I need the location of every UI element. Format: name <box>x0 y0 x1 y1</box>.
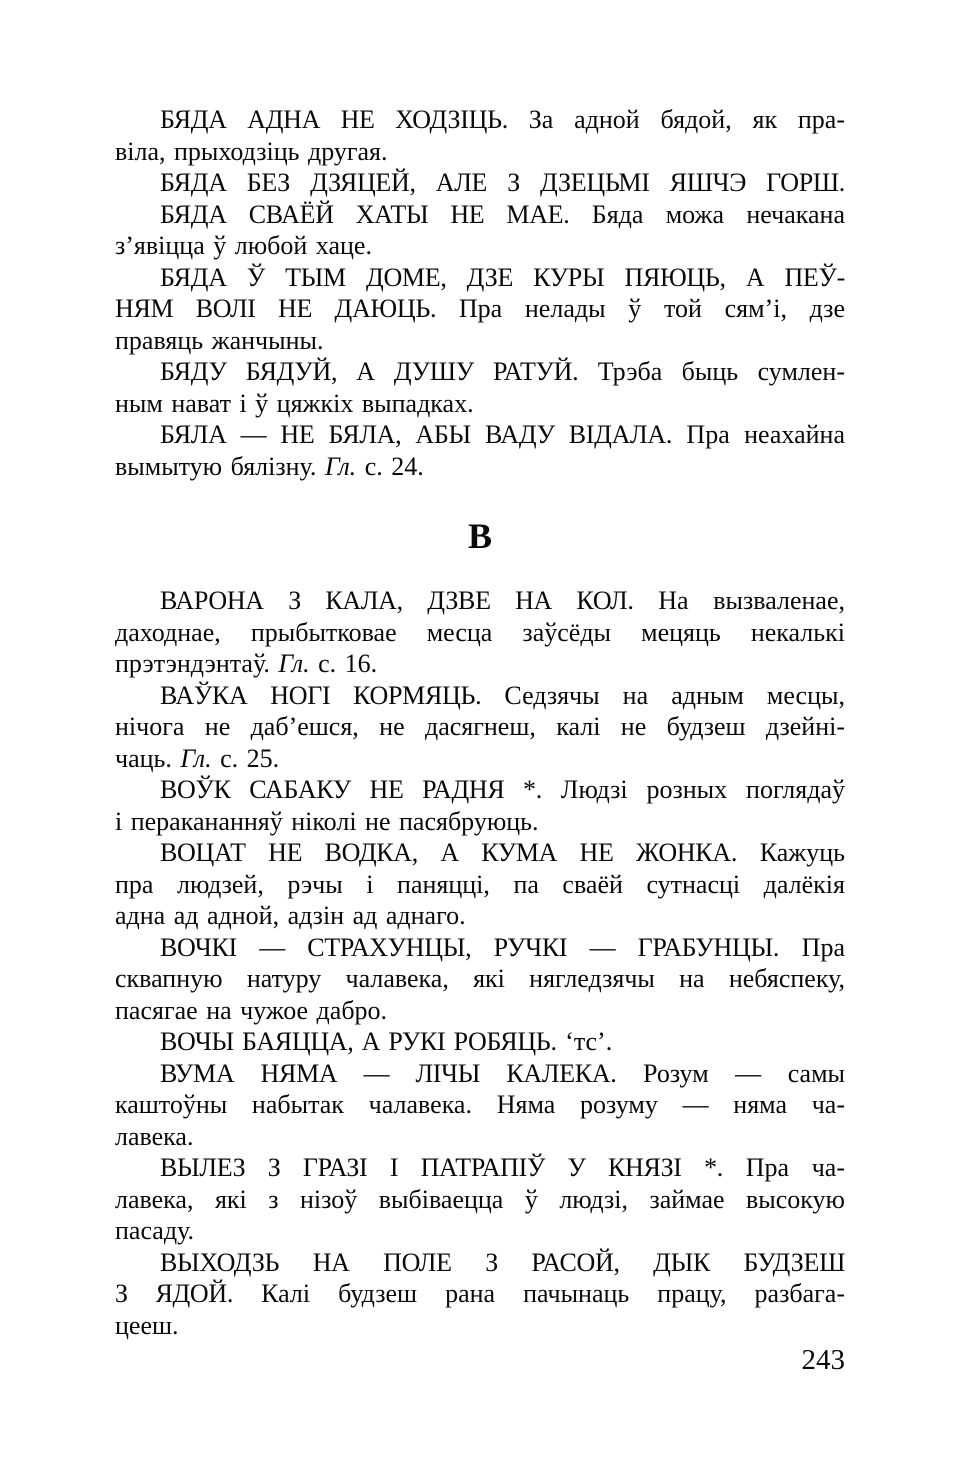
definition-text: Розум — самы <box>616 1058 846 1088</box>
text-line <box>115 1089 845 1121</box>
text-line <box>115 1184 845 1216</box>
text-line <box>115 1058 845 1090</box>
text-line <box>115 230 845 262</box>
definition-text: Пра неахайна <box>672 420 845 449</box>
definition-text: лавека. <box>115 1121 194 1151</box>
definition-text: лавека, які з нізоў выбіваецца ў людзі, займае высокую <box>115 1184 845 1214</box>
text-line <box>115 1247 845 1279</box>
definition-text: з’явіцца ў любой хаце. <box>115 231 372 260</box>
definition-text: За адной бядой, як пра- <box>507 105 845 134</box>
reference-abbrev: Гл. <box>278 649 310 678</box>
definition-text: ным нават і ў цяжкіх выпадках. <box>115 388 474 418</box>
proverb-headword: БЯДА АДНА НЕ ХОДЗІЦЬ. <box>160 105 508 134</box>
proverb-headword: НЯМ ВОЛІ НЕ ДАЮЦЬ. <box>115 294 437 323</box>
text-line <box>115 806 845 838</box>
proverb-headword: ВОЧЫ БАЯЦЦА, А РУКІ РОБЯЦЬ. <box>160 1027 557 1056</box>
text-line <box>115 1215 845 1247</box>
proverb-headword: ВОЧКІ — СТРАХУНЦЫ, РУЧКІ — ГРАБУНЦЫ. <box>160 932 780 962</box>
text-line <box>115 104 845 136</box>
reference-abbrev: Гл. <box>180 743 212 773</box>
text-line <box>115 869 845 901</box>
proverb-headword: БЯДА СВАЁЙ ХАТЫ НЕ МАЕ. <box>160 199 570 229</box>
definition-text: с. 24. <box>356 451 424 481</box>
definition-text: с. 16. <box>309 649 378 678</box>
text-line <box>115 1278 845 1310</box>
definition-text: пасягае на чужое дабро. <box>115 995 388 1025</box>
proverb-headword: З ЯДОЙ. <box>115 1279 234 1308</box>
proverb-headword: БЯДА Ў ТЫМ ДОМЕ, ДЗЕ КУРЫ ПЯЮЦЬ, А ПЕЎ- <box>160 262 845 292</box>
definition-text: сквапную натуру чалавека, які нягледзячы на небяспеку, <box>115 964 845 993</box>
text-line <box>115 419 845 451</box>
text-line <box>115 199 845 231</box>
page-text-block <box>115 104 845 1341</box>
definition-text: ‘тс’. <box>556 1027 613 1056</box>
proverb-headword: БЯДУ БЯДУЙ, А ДУШУ РАТУЙ. <box>160 357 579 386</box>
definition-text: Пра нелады ў той сям’і, дзе <box>436 294 845 323</box>
text-line <box>115 617 845 649</box>
section-letter-b-entries <box>115 104 845 482</box>
definition-text: Калі будзеш рана пачынаць працу, разбага- <box>233 1279 845 1308</box>
text-line <box>115 995 845 1027</box>
reference-abbrev: Гл. <box>324 451 357 481</box>
text-line <box>115 774 845 806</box>
text-line <box>115 167 845 199</box>
page-number: 243 <box>801 1344 845 1376</box>
text-line <box>115 837 845 869</box>
definition-text: і перакананняў ніколі не пасябруюць. <box>115 806 539 836</box>
definition-text: Пра ча- <box>722 1153 845 1182</box>
text-line <box>115 900 845 932</box>
text-line <box>115 1152 845 1184</box>
proverb-headword: ВОЦАТ НЕ ВОДКА, А КУМА НЕ ЖОНКА. <box>160 838 738 867</box>
section-letter-v-entries <box>115 585 845 1341</box>
definition-text: пасаду. <box>115 1216 194 1245</box>
definition-text: каштоўны набытак чалавека. Няма розуму — няма ча- <box>115 1090 845 1119</box>
definition-text: На вызваленае, <box>633 586 845 615</box>
text-line <box>115 356 845 388</box>
text-line <box>115 136 845 168</box>
definition-text: цееш. <box>115 1310 179 1340</box>
proverb-headword: ВОЎК САБАКУ НЕ РАДНЯ *. <box>160 775 542 804</box>
definition-text: віла, прыходзіць другая. <box>115 136 388 166</box>
text-line <box>115 1026 845 1058</box>
definition-text: Бяда можа нечакана <box>569 199 845 229</box>
text-line <box>115 388 845 420</box>
definition-text: Трэба быць сумлен- <box>578 357 845 386</box>
proverb-headword: ВАЎКА НОГІ КОРМЯЦЬ. <box>160 680 482 710</box>
proverb-headword: БЯЛА — НЕ БЯЛА, АБЫ ВАДУ ВІДАЛА. <box>160 420 673 449</box>
definition-text: даходнае, прыбытковае месца заўсёды мецяць некалькі <box>115 617 845 647</box>
text-line <box>115 585 845 617</box>
proverb-headword: ВАРОНА З КАЛА, ДЗВЕ НА КОЛ. <box>160 586 634 615</box>
definition-text: с. 25. <box>211 743 280 773</box>
definition-text: Людзі розных поглядаў <box>541 775 845 804</box>
text-line <box>115 743 845 775</box>
definition-text: Седзячы на адным месцы, <box>481 680 845 710</box>
proverb-headword: ВЫЛЕЗ З ГРАЗІ І ПАТРАПІЎ У КНЯЗІ *. <box>160 1153 723 1182</box>
definition-text: Кажуць <box>737 838 845 867</box>
text-line <box>115 963 845 995</box>
section-heading-letter-v: В <box>467 516 492 556</box>
text-line <box>115 325 845 357</box>
proverb-headword: ВЫХОДЗЬ НА ПОЛЕ З РАСОЙ, ДЫК БУДЗЕШ <box>160 1247 845 1277</box>
text-line <box>115 293 845 325</box>
definition-text: нічога не даб’ешся, не дасягнеш, калі не будзеш дзейні- <box>115 712 845 741</box>
text-line <box>115 262 845 294</box>
definition-text: чаць. <box>115 743 181 773</box>
proverb-headword: БЯДА БЕЗ ДЗЯЦЕЙ, АЛЕ З ДЗЕЦЬМІ ЯШЧЭ ГОРШ. <box>160 168 845 197</box>
proverb-headword: ВУМА НЯМА — ЛІЧЫ КАЛЕКА. <box>160 1058 617 1088</box>
text-line <box>115 932 845 964</box>
definition-text: прэтэндэнтаў. <box>115 649 279 678</box>
definition-text: вымытую бялізну. <box>115 451 325 481</box>
text-line <box>115 648 845 680</box>
text-line <box>115 711 845 743</box>
text-line <box>115 680 845 712</box>
definition-text: пра людзей, рэчы і паняцці, па сваёй сутнасці далёкія <box>115 869 845 899</box>
text-line <box>115 1310 845 1342</box>
text-line <box>115 1121 845 1153</box>
text-line <box>115 451 845 483</box>
definition-text: адна ад адной, адзін ад аднаго. <box>115 901 466 930</box>
definition-text: правяць жанчыны. <box>115 325 324 355</box>
definition-text: Пра <box>779 932 845 962</box>
